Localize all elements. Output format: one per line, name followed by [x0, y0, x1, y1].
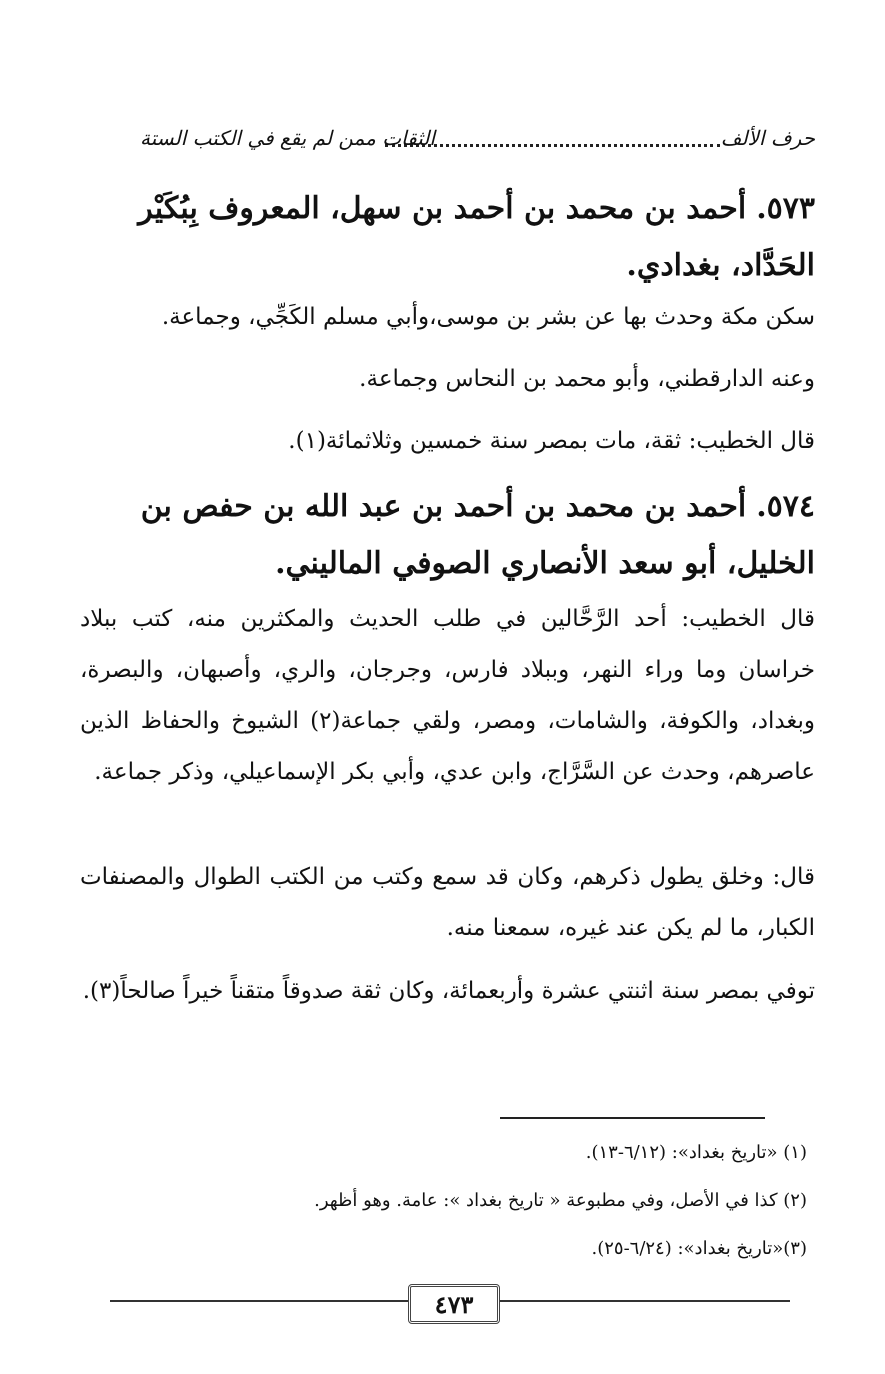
running-header [140, 126, 815, 160]
footnote-2: (٢) كذا في الأصل، وفي مطبوعة « تاريخ بغداد »: عامة. وهو أظهر. [314, 1190, 807, 1211]
paragraph: سكن مكة وحدث بها عن بشر بن موسى،وأبي مسلم الكَجِّي، وجماعة. [161, 304, 815, 330]
footnote-1: (١) «تاريخ بغداد»: (٦/١٢-١٣). [585, 1142, 807, 1163]
entry-heading: أحمد بن محمد بن أحمد بن سهل، المعروف بِبُكَيْر الحَدَّاد، بغدادي. [138, 191, 815, 283]
footnote-3: (٣)«تاريخ بغداد»: (٦/٢٤-٢٥). [591, 1238, 807, 1259]
footnote-separator [500, 1117, 765, 1119]
entry-number: ٥٧٤. [756, 489, 815, 524]
header-chapter: حرف الألف [720, 126, 815, 150]
paragraph: قال: وخلق يطول ذكرهم، وكان قد سمع وكتب من الكتب الطوال والمصنفات الكبار، ما لم يكن عند غيره، سمعنا منه. [80, 864, 815, 941]
entry-number: ٥٧٣. [756, 191, 815, 226]
paragraph: قال الخطيب: أحد الرَّحَّالين في طلب الحديث والمكثرين منه، كتب ببلاد خراسان وما وراء النهر، وببلاد فارس، وجرجان، والري، وأصبهان، والبصرة، وبغداد، والكوفة، والشامات، ومصر، ولقي جماعة(٢) الشيوخ والحفاظ الذين عاصرهم، وحدث عن السَّرَّاج، وابن عدي، وأبي بكر الإسماعيلي، وذكر جماعة. [80, 606, 816, 785]
entry-573 [80, 180, 815, 294]
paragraph: توفي بمصر سنة اثنتي عشرة وأربعمائة، وكان ثقة صدوقاً متقناً خيراً صالحاً(٣). [82, 978, 815, 1004]
entry-heading: أحمد بن محمد بن أحمد بن عبد الله بن حفص بن الخليل، أبو سعد الأنصاري الصوفي الماليني. [140, 489, 815, 581]
entry-title [80, 478, 815, 592]
paragraph: قال الخطيب: ثقة، مات بمصر سنة خمسين وثلاثمائة(١). [288, 428, 815, 454]
entry-title [80, 180, 815, 294]
entry-574 [80, 478, 815, 592]
header-dot-leader [385, 144, 720, 147]
header-book-section: الثقات ممن لم يقع في الكتب الستة [140, 126, 435, 150]
page-number: ٤٧٣ [408, 1284, 500, 1324]
paragraph: وعنه الدارقطني، وأبو محمد بن النحاس وجماعة. [359, 366, 815, 392]
